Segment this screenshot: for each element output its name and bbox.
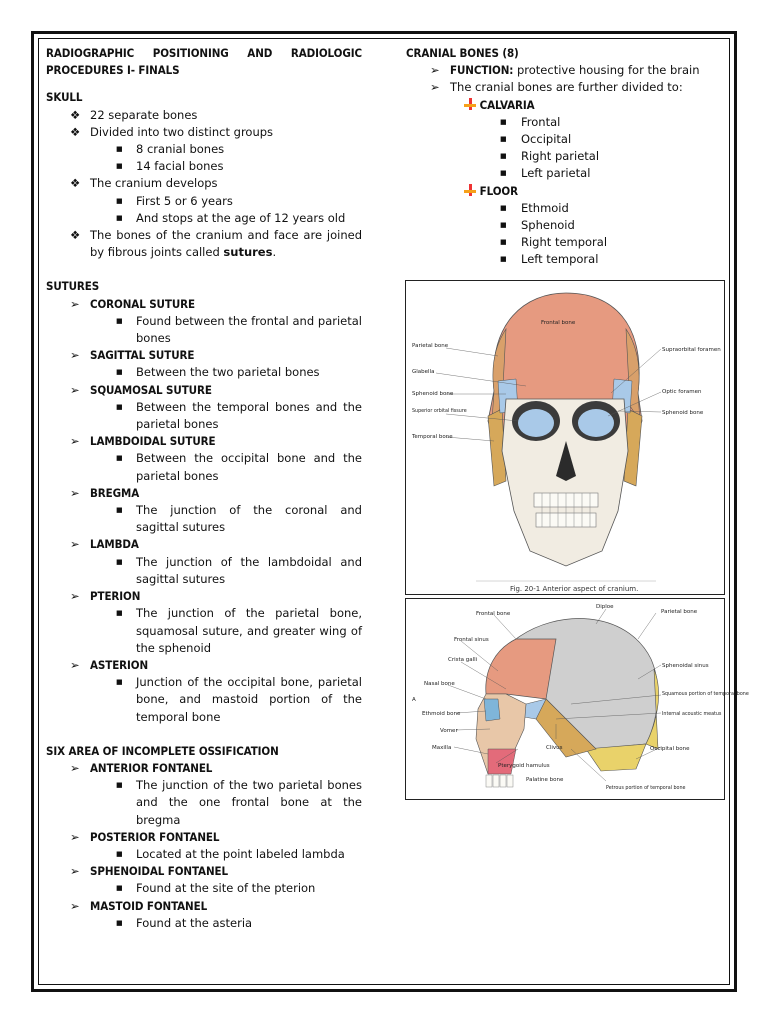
function-text: protective housing for the brain	[513, 63, 700, 78]
figure2-label: Vomer	[440, 728, 458, 734]
floor-item: Left temporal	[521, 252, 599, 267]
arrow-bullet-icon: ➢	[70, 589, 80, 604]
square-bullet-icon: ■	[116, 213, 123, 222]
square-bullet-icon: ■	[500, 135, 507, 144]
square-bullet-icon: ■	[116, 402, 123, 411]
suture-desc: Between the occipital bone and the parietal bones	[136, 451, 362, 483]
skull-bullet: The cranium develops	[90, 176, 218, 191]
arrow-bullet-icon: ➢	[70, 485, 80, 500]
figure2-label: Frontal sinus	[454, 637, 489, 643]
suture-name: SQUAMOSAL SUTURE	[90, 382, 212, 397]
square-bullet-icon: ■	[500, 152, 507, 161]
square-bullet-icon: ■	[116, 454, 123, 463]
figure2-label: Diploe	[596, 604, 614, 610]
diamond-bullet-icon: ❖	[70, 107, 81, 122]
figure2-label: Squamous portion of temporal bone	[662, 692, 749, 697]
arrow-bullet-icon: ➢	[70, 434, 80, 449]
calvaria-item: Frontal	[521, 114, 561, 129]
sutures-heading: SUTURES	[46, 279, 100, 294]
floor-item: Right temporal	[521, 235, 608, 250]
diamond-bullet-icon: ❖	[70, 228, 81, 243]
figure1-caption: Fig. 20-1 Anterior aspect of cranium.	[510, 585, 639, 593]
skull-subbullet: 8 cranial bones	[136, 142, 225, 157]
fontanel-desc: Found at the asteria	[136, 915, 253, 930]
floor-label: FLOOR	[479, 183, 518, 198]
skull-subbullet: 14 facial bones	[136, 159, 224, 174]
arrow-bullet-icon: ➢	[70, 348, 80, 363]
figure1-label: Temporal bone	[412, 434, 453, 440]
figure2-label: Palatine bone	[526, 777, 564, 783]
ossification-list	[46, 760, 362, 932]
figure2-label: A	[412, 697, 416, 703]
fontanel-name: SPHENOIDAL FONTANEL	[90, 864, 228, 879]
suture-desc: Found between the frontal and parietal bones	[136, 313, 362, 346]
figure2-label: Pterygoid hamulus	[498, 763, 550, 769]
square-bullet-icon: ■	[500, 117, 507, 126]
square-bullet-icon: ■	[116, 196, 123, 205]
figure-anterior-cranium	[405, 280, 725, 595]
figure1-label: Sphenoid bone	[412, 391, 454, 397]
square-bullet-icon: ■	[116, 145, 123, 154]
square-bullet-icon: ■	[116, 557, 123, 566]
figure2-label: Parietal bone	[661, 609, 698, 615]
figure2-label: Crista galli	[448, 657, 478, 663]
page-title	[46, 45, 362, 79]
arrow-bullet-icon: ➢	[70, 760, 80, 775]
square-bullet-icon: ■	[500, 203, 507, 212]
divided-line: The cranial bones are further divided to:	[450, 80, 683, 95]
diamond-bullet-icon: ❖	[70, 176, 81, 191]
title-word: RADIOGRAPHIC	[46, 46, 135, 60]
square-bullet-icon: ■	[500, 221, 507, 230]
suture-desc: Between the two parietal bones	[136, 365, 320, 380]
cranial-heading: CRANIAL BONES (8)	[406, 46, 519, 60]
suture-name: LAMBDOIDAL SUTURE	[90, 434, 216, 449]
square-bullet-icon: ■	[116, 678, 123, 687]
figure1-label: Frontal bone	[541, 320, 576, 326]
fontanel-name: ANTERIOR FONTANEL	[90, 760, 213, 775]
figure1-label: Supraorbital foramen	[662, 347, 721, 353]
right-column	[406, 45, 724, 269]
square-bullet-icon: ■	[116, 781, 123, 790]
title-word: AND	[247, 46, 273, 60]
suture-name: SAGITTAL SUTURE	[90, 348, 195, 363]
suture-desc: Between the temporal bones and the parietal bones	[136, 399, 362, 432]
left-column	[46, 45, 362, 932]
figure1-label: Glabella	[412, 369, 435, 375]
calvaria-item: Occipital	[521, 132, 572, 147]
square-bullet-icon: ■	[116, 849, 123, 858]
skull-bullet-text: The bones of the cranium and face are joined by fibrous joints called	[90, 228, 362, 260]
calvaria-label: CALVARIA	[479, 97, 535, 112]
skull-subbullet: First 5 or 6 years	[136, 193, 233, 208]
square-bullet-icon: ■	[116, 918, 123, 927]
square-bullet-icon: ■	[116, 609, 123, 618]
suture-desc: The junction of the lambdoidal and sagittal sutures	[136, 554, 362, 586]
figure2-label: Petrous portion of temporal bone	[606, 786, 686, 791]
function-line	[406, 62, 724, 79]
skull-heading: SKULL	[46, 90, 83, 105]
square-bullet-icon: ■	[116, 316, 123, 325]
diamond-bullet-icon: ❖	[70, 124, 81, 139]
skull-bullet	[46, 227, 362, 261]
title-word: RADIOLOGIC	[290, 46, 362, 60]
figure2-label: Ethmoid bone	[422, 711, 461, 717]
skull-bullet: Divided into two distinct groups	[90, 124, 274, 139]
square-bullet-icon: ■	[116, 368, 123, 377]
calvaria-item: Left parietal	[521, 166, 591, 181]
square-bullet-icon: ■	[500, 255, 507, 264]
title-line2: PROCEDURES I- FINALS	[46, 63, 180, 78]
cross-bullet-icon	[464, 184, 476, 196]
arrow-bullet-icon: ➢	[70, 296, 80, 311]
suture-name: PTERION	[90, 589, 141, 604]
square-bullet-icon: ■	[500, 169, 507, 178]
figure2-label: Occipital bone	[650, 746, 690, 752]
arrow-bullet-icon: ➢	[70, 382, 80, 397]
arrow-bullet-icon: ➢	[70, 537, 80, 552]
figure2-label: Nasal bone	[424, 681, 455, 687]
fontanel-name: POSTERIOR FONTANEL	[90, 829, 220, 844]
fontanel-name: MASTOID FONTANEL	[90, 898, 208, 913]
figure1-label: Sphenoid bone	[662, 410, 704, 416]
suture-desc: The junction of the parietal bone, squamosal suture, and greater wing of the sphenoid	[136, 606, 362, 655]
calvaria-item: Right parietal	[521, 149, 600, 164]
sagittal-skull-illustration	[406, 599, 749, 799]
function-label: FUNCTION:	[450, 63, 514, 78]
figure2-label: Clivus	[546, 745, 563, 751]
sutures-term: sutures	[223, 245, 273, 260]
square-bullet-icon: ■	[116, 884, 123, 893]
arrow-bullet-icon: ➢	[430, 63, 440, 78]
suture-name: ASTERION	[90, 657, 149, 672]
figure1-label: Parietal bone	[412, 343, 449, 349]
title-word: POSITIONING	[152, 46, 229, 60]
suture-name: BREGMA	[90, 485, 140, 500]
fontanel-desc: Found at the site of the pterion	[136, 881, 316, 896]
fontanel-desc: The junction of the two parietal bones and the one frontal bone at the bregma	[136, 778, 362, 827]
arrow-bullet-icon: ➢	[70, 829, 80, 844]
skull-subbullet: And stops at the age of 12 years old	[136, 210, 346, 225]
skull-bullet-text: .	[272, 245, 277, 260]
suture-desc: Junction of the occipital bone, parietal bone, and mastoid portion of the temporal bone	[136, 675, 362, 724]
figure2-label: Maxilla	[432, 745, 452, 751]
figure2-label: Frontal bone	[476, 611, 511, 617]
figure2-label: Sphenoidal sinus	[662, 663, 709, 669]
arrow-bullet-icon: ➢	[70, 864, 80, 879]
square-bullet-icon: ■	[116, 506, 123, 515]
sutures-list	[46, 296, 362, 726]
ossification-heading: SIX AREA OF INCOMPLETE OSSIFICATION	[46, 743, 279, 758]
suture-name: LAMBDA	[90, 537, 139, 552]
arrow-bullet-icon: ➢	[430, 80, 440, 95]
floor-item: Sphenoid	[521, 218, 575, 233]
figure-sagittal-cranium	[405, 598, 749, 800]
arrow-bullet-icon: ➢	[70, 898, 80, 913]
figure1-label: Optic foramen	[662, 389, 702, 395]
cross-bullet-icon	[464, 98, 476, 110]
floor-item: Ethmoid	[521, 200, 569, 215]
arrow-bullet-icon: ➢	[70, 657, 80, 672]
suture-desc: The junction of the coronal and sagittal sutures	[136, 503, 362, 535]
square-bullet-icon: ■	[500, 238, 507, 247]
suture-name: CORONAL SUTURE	[90, 296, 195, 311]
fontanel-desc: Located at the point labeled lambda	[136, 846, 345, 861]
figure1-label: Superior orbital fissure	[412, 409, 467, 414]
skull-bullet: 22 separate bones	[90, 107, 198, 122]
figure2-label: Internal acoustic meatus	[662, 712, 722, 717]
anterior-skull-illustration	[406, 281, 724, 594]
square-bullet-icon: ■	[116, 162, 123, 171]
